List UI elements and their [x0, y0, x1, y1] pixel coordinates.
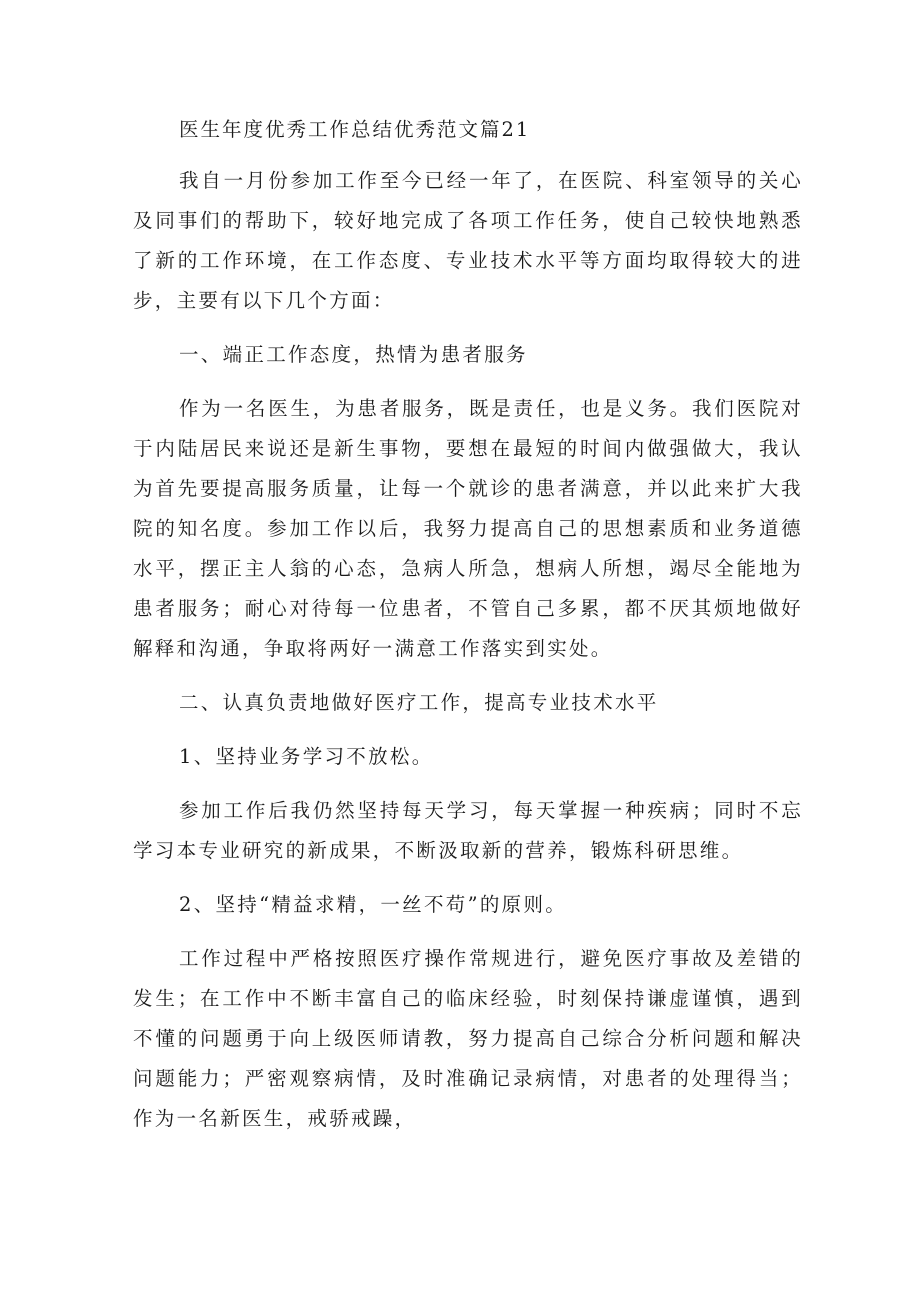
paragraph-study: 参加工作后我仍然坚持每天学习，每天掌握一种疾病；同时不忘学习本专业研究的新成果，不断汲取新的营养，锻炼科研思维。	[133, 799, 803, 862]
paragraph-work-process: 工作过程中严格按照医疗操作常规进行，避免医疗事故及差错的发生；在工作中不断丰富自己的临床经验，时刻保持谦虚谨慎，遇到不懂的问题勇于向上级医师请教，努力提高自己综合分析问题和解决问题能力；严密观察病情，及时准确记录病情，对患者的处理得当；作为一名新医生，戒骄戒躁，	[133, 947, 803, 1130]
subheading-1: 1、坚持业务学习不放松。	[179, 745, 434, 768]
subheading-2: 2、坚持“精益求精，一丝不苟”的原则。	[179, 893, 568, 916]
paragraph-intro: 我自一月份参加工作至今已经一年了，在医院、科室领导的关心及同事们的帮助下，较好地完成了各项工作任务，使自己较快地熟悉了新的工作环境，在工作态度、专业技术水平等方面均取得较大的进步，主要有以下几个方面：	[133, 169, 803, 312]
document-body	[133, 110, 803, 1153]
paragraph-service: 作为一名医生，为患者服务，既是责任，也是义务。我们医院对于内陆居民来说还是新生事物，要想在最短的时间内做强做大，我认为首先要提高服务质量，让每一个就诊的患者满意，并以此来扩大我院的知名度。参加工作以后，我努力提高自己的思想素质和业务道德水平，摆正主人翁的心态，急病人所急，想病人所想，竭尽全能地为患者服务；耐心对待每一位患者，不管自己多累，都不厌其烦地做好解释和沟通，争取将两好一满意工作落实到实处。	[133, 397, 803, 660]
document-title: 医生年度优秀工作总结优秀范文篇21	[179, 118, 531, 141]
section-heading-1: 一、端正工作态度，热情为患者服务	[179, 343, 528, 366]
section-heading-2: 二、认真负责地做好医疗工作，提高专业技术水平	[179, 691, 659, 714]
